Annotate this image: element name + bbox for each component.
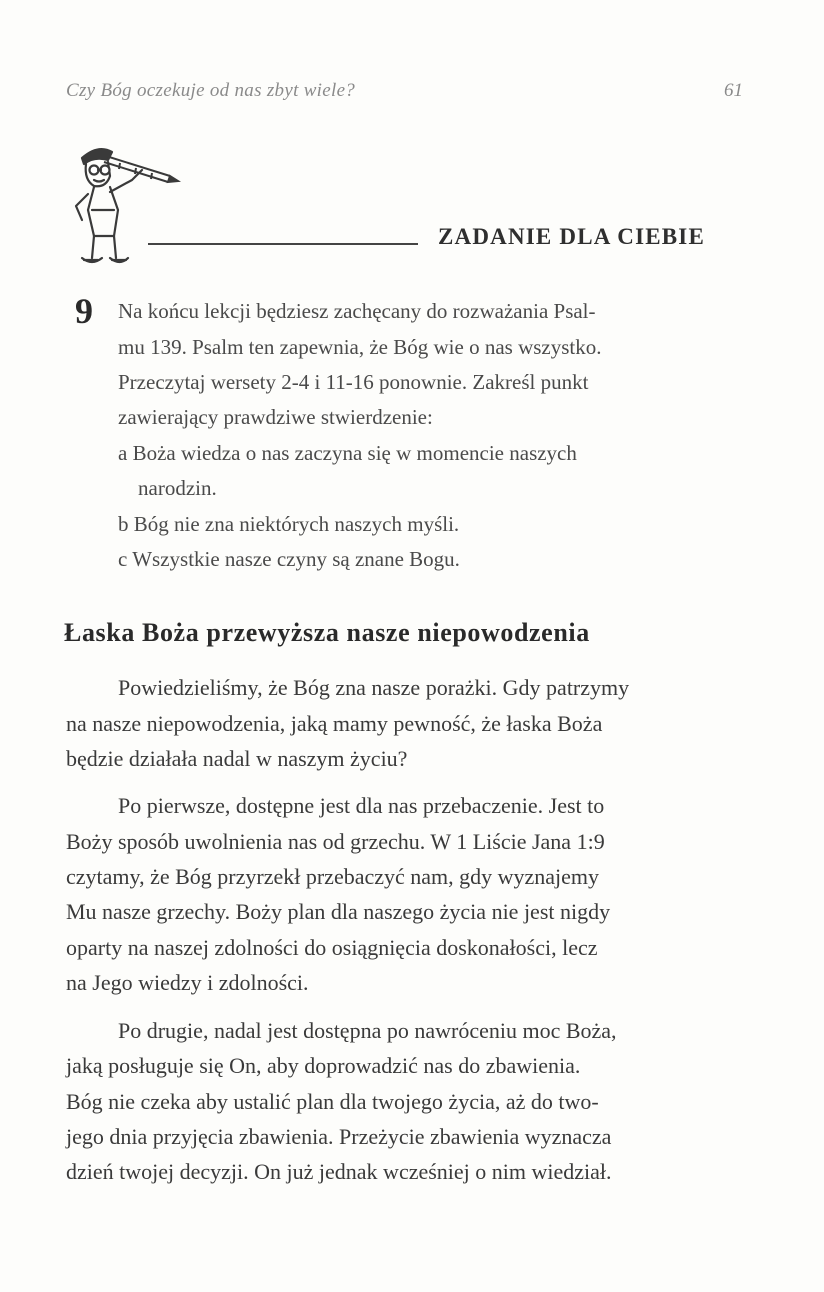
paragraph-3-line: Bóg nie czeka aby ustalić plan dla twojego życia, aż do two- (66, 1089, 599, 1114)
paragraph-2-line: oparty na naszej zdolności do osiągnięcia doskonałości, lecz (66, 935, 598, 960)
running-title: Czy Bóg oczekuje od nas zbyt wiele? (66, 80, 356, 101)
option-a (118, 441, 577, 466)
option-text: Bóg nie zna niektórych naszych myśli. (133, 512, 460, 536)
paragraph-1-line: na nasze niepowodzenia, jaką mamy pewność, że łaska Boża (66, 711, 603, 736)
section-heading: Łaska Boża przewyższa nasze niepowodzenia (64, 618, 590, 647)
paragraph-3-line: jego dnia przyjęcia zbawienia. Przeżycie zbawienia wyznacza (66, 1124, 612, 1149)
option-letter: b (118, 512, 129, 536)
paragraph-1-line: Powiedzieliśmy, że Bóg zna nasze porażki. Gdy patrzymy (118, 675, 630, 700)
paragraph-3-line: jaką posługuje się On, aby doprowadzić nas do zbawienia. (66, 1053, 581, 1078)
task-heading: ZADANIE DLA CIEBIE (438, 224, 705, 249)
task-text-line: mu 139. Psalm ten zapewnia, że Bóg wie o nas wszystko. (118, 335, 602, 359)
option-c (118, 547, 460, 572)
page-number: 61 (724, 80, 743, 101)
task-text-line: zawierający prawdziwe stwierdzenie: (118, 405, 433, 429)
paragraph-3-line: Po drugie, nadal jest dostępna po nawróceniu moc Boża, (118, 1018, 617, 1043)
student-with-pencil-illustration (64, 140, 182, 270)
option-b (118, 512, 459, 537)
paragraph-2-line: Boży sposób uwolnienia nas od grzechu. W 1 Liście Jana 1:9 (66, 829, 605, 854)
option-letter: c (118, 547, 128, 571)
paragraph-2-line: Mu nasze grzechy. Boży plan dla naszego życia nie jest nigdy (66, 899, 611, 924)
paragraph-2-line: czytamy, że Bóg przyrzekł przebaczyć nam, gdy wyznajemy (66, 864, 600, 889)
paragraph-2-line: Po pierwsze, dostępne jest dla nas przebaczenie. Jest to (118, 793, 605, 818)
option-text: Boża wiedza o nas zaczyna się w momencie naszych (132, 441, 577, 465)
task-text-line: Przeczytaj wersety 2-4 i 11-16 ponownie. Zakreśl punkt (118, 370, 589, 394)
paragraph-3-line: dzień twojej decyzji. On już jednak wcześniej o nim wiedział. (66, 1159, 612, 1184)
task-text-line: Na końcu lekcji będziesz zachęcany do rozważania Psal- (118, 299, 596, 323)
option-a-continuation: narodzin. (138, 476, 217, 500)
option-letter: a (118, 441, 128, 465)
paragraph-2-line: na Jego wiedzy i zdolności. (66, 970, 309, 995)
heading-rule (148, 243, 418, 245)
task-number: 9 (75, 291, 93, 331)
option-text: Wszystkie nasze czyny są znane Bogu. (132, 547, 460, 571)
paragraph-1-line: będzie działała nadal w naszym życiu? (66, 746, 408, 771)
